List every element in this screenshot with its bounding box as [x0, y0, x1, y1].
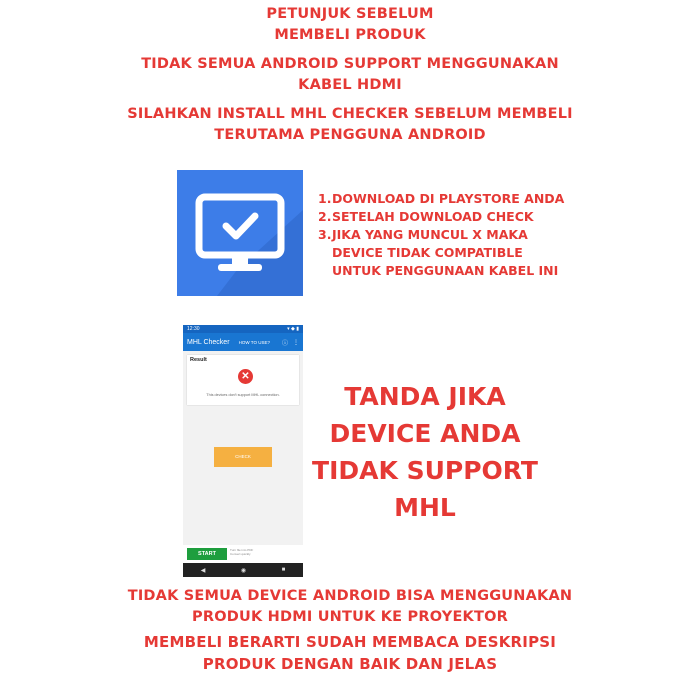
step-item-2 [318, 208, 698, 226]
ad-text-line: Convert quickly [230, 552, 251, 556]
step-number: 2. [318, 209, 332, 224]
step-number: 3. [318, 227, 332, 242]
ad-banner [183, 545, 303, 563]
result-title: Result [190, 357, 207, 363]
error-x-icon: ✕ [238, 369, 253, 384]
install-line-2: TERUTAMA PENGGUNA ANDROID [214, 127, 486, 143]
footer-notice-line-2: PRODUK HDMI UNTUK KE PROYEKTOR [192, 609, 508, 625]
step-item-1 [318, 190, 698, 208]
install-text [0, 104, 700, 146]
check-button[interactable]: CHECK [214, 447, 272, 467]
step-number: 1. [318, 191, 332, 206]
recents-icon[interactable]: ■ [281, 567, 286, 573]
footer-disclaimer-line-2: PRODUK DENGAN BAIK DAN JELAS [202, 655, 498, 673]
how-to-use-link[interactable]: HOW TO USE? [238, 339, 270, 345]
footer-disclaimer-line-1: MEMBELI BERARTI SUDAH MEMBACA DESKRIPSI [143, 633, 557, 651]
step-text: SETELAH DOWNLOAD CHECK [332, 209, 534, 224]
app-title: MHL Checker [187, 338, 230, 346]
mhl-checker-app-icon [177, 170, 303, 296]
notice-text [0, 54, 700, 96]
big-warning-text [300, 378, 550, 526]
big-line-4: MHL [394, 493, 456, 522]
ad-text-line: Turn file into PDF [230, 548, 254, 552]
home-icon[interactable]: ◉ [240, 567, 247, 574]
monitor-check-icon [177, 170, 303, 296]
phone-screenshot [183, 325, 303, 577]
app-bar [183, 333, 303, 351]
back-icon[interactable]: ◀ [200, 567, 206, 574]
info-icon[interactable]: ⓘ [281, 340, 288, 347]
title-line-2: MEMBELI PRODUK [274, 27, 426, 43]
steps-list [318, 190, 698, 280]
step-text [332, 226, 698, 280]
step-text-line: DEVICE TIDAK COMPATIBLE [332, 245, 523, 260]
step-text-line: UNTUK PENGGUNAAN KABEL INI [332, 263, 559, 278]
footer-notice-line-1: TIDAK SEMUA DEVICE ANDROID BISA MENGGUNAKAN [127, 588, 573, 604]
page-title [0, 4, 700, 46]
big-line-3: TIDAK SUPPORT [312, 456, 538, 485]
footer-notice [0, 586, 700, 628]
step-text: DOWNLOAD DI PLAYSTORE ANDA [332, 191, 565, 206]
result-message: This devices don't support MHL connection. [206, 393, 280, 397]
footer-disclaimer [0, 631, 700, 675]
notice-line-1: TIDAK SEMUA ANDROID SUPPORT MENGGUNAKAN [141, 56, 559, 72]
title-line-1: PETUNJUK SEBELUM [266, 6, 434, 22]
install-line-1: SILAHKAN INSTALL MHL CHECKER SEBELUM MEMBELI [127, 106, 573, 122]
status-time: 12:30 [187, 326, 200, 332]
status-icons: ▾ ◆ ▮ [287, 326, 299, 332]
ad-text [230, 548, 253, 556]
more-vert-icon[interactable]: ⋮ [293, 339, 299, 346]
step-text-line: JIKA YANG MUNCUL X MAKA [332, 227, 528, 242]
notice-line-2: KABEL HDMI [298, 77, 402, 93]
android-nav-bar [183, 563, 303, 577]
big-line-2: DEVICE ANDA [329, 419, 521, 448]
ad-start-button[interactable]: START [187, 548, 227, 560]
big-line-1: TANDA JIKA [344, 382, 506, 411]
step-item-3 [318, 226, 698, 280]
result-card [187, 355, 299, 405]
status-bar [183, 325, 303, 333]
